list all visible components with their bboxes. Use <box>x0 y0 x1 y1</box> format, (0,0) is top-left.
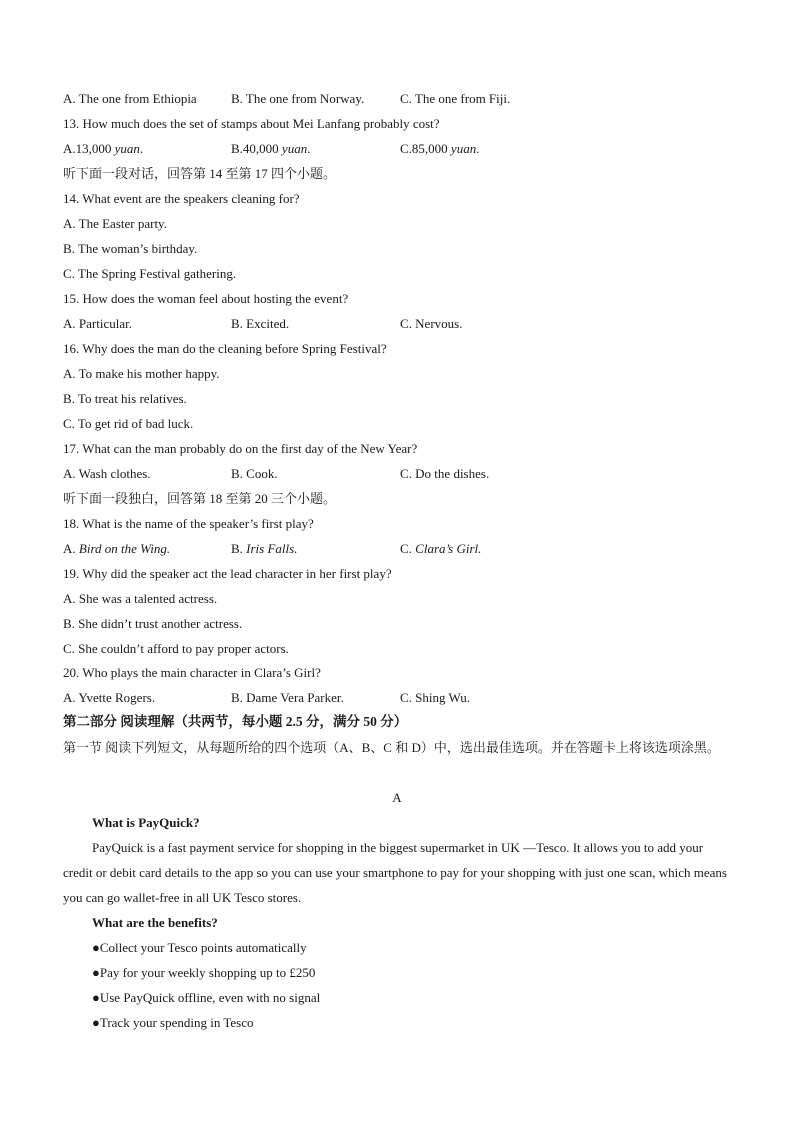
q20-question: 20. Who plays the main character in Clara’s Girl? <box>63 665 321 680</box>
q13-question: 13. How much does the set of stamps about Mei Lanfang probably cost? <box>63 116 440 131</box>
q18-option-c: C. Clara’s Girl. <box>400 541 482 556</box>
q15-question: 15. How does the woman feel about hosting the event? <box>63 291 349 306</box>
q13-option-b: B.40,000 yuan. <box>231 141 311 156</box>
q16-option-c: C. To get rid of bad luck. <box>63 416 194 431</box>
q17-option-c: C. Do the dishes. <box>400 466 490 481</box>
q12-option-b: B. The one from Norway. <box>231 91 365 106</box>
passage-heading-what-is: What is PayQuick? <box>92 815 200 830</box>
q20-option-a: A. Yvette Rogers. <box>63 690 156 705</box>
passage-heading-benefits: What are the benefits? <box>92 915 218 930</box>
q18-option-b: B. Iris Falls. <box>231 541 298 556</box>
instruction-18-20: 听下面一段独白，回答第 18 至第 20 三个小题。 <box>63 491 337 506</box>
passage-paragraph-1: PayQuick is a fast payment service for shopping in the biggest supermarket in UK —Tesco. It allows you to add your credit or debit card details to the app so you can use your smartphone to pay for your shopping with just one scan, which means you can go wallet-free in all UK Tesco stores. <box>63 840 727 905</box>
q13-option-c: C.85,000 yuan. <box>400 141 480 156</box>
q13-option-a: A.13,000 yuan. <box>63 141 144 156</box>
q12-option-a: A. The one from Ethiopia <box>63 91 197 106</box>
q16-question: 16. Why does the man do the cleaning before Spring Festival? <box>63 341 387 356</box>
benefit-item: ●Track your spending in Tesco <box>92 1015 254 1030</box>
q17-option-a: A. Wash clothes. <box>63 466 151 481</box>
q14-option-c: C. The Spring Festival gathering. <box>63 266 237 281</box>
q18-question: 18. What is the name of the speaker’s first play? <box>63 516 314 531</box>
q15-option-a: A. Particular. <box>63 316 132 331</box>
q14-question: 14. What event are the speakers cleaning for? <box>63 191 300 206</box>
instruction-14-17: 听下面一段对话，回答第 14 至第 17 四个小题。 <box>63 166 337 181</box>
q19-option-a: A. She was a talented actress. <box>63 591 218 606</box>
part2-heading: 第二部分 阅读理解（共两节，每小题 2.5 分，满分 50 分） <box>63 714 408 729</box>
q20-option-b: B. Dame Vera Parker. <box>231 690 344 705</box>
benefit-item: ●Use PayQuick offline, even with no signal <box>92 990 321 1005</box>
q19-question: 19. Why did the speaker act the lead character in her first play? <box>63 566 392 581</box>
section1-instruction: 第一节 阅读下列短文，从每题所给的四个选项（A、B、C 和 D）中，选出最佳选项。并在答题卡上将该选项涂黑。 <box>63 740 720 755</box>
q12-option-c: C. The one from Fiji. <box>400 91 511 106</box>
passage-label: A <box>392 790 402 805</box>
q16-option-b: B. To treat his relatives. <box>63 391 187 406</box>
q14-option-a: A. The Easter party. <box>63 216 167 231</box>
q14-option-b: B. The woman’s birthday. <box>63 241 198 256</box>
q19-option-c: C. She couldn’t afford to pay proper actors. <box>63 641 289 656</box>
q18-option-a: A. Bird on the Wing. <box>63 541 171 556</box>
q19-option-b: B. She didn’t trust another actress. <box>63 616 243 631</box>
benefit-item: ●Collect your Tesco points automatically <box>92 940 307 955</box>
q15-option-b: B. Excited. <box>231 316 290 331</box>
benefit-item: ●Pay for your weekly shopping up to £250 <box>92 965 316 980</box>
q17-option-b: B. Cook. <box>231 466 278 481</box>
q16-option-a: A. To make his mother happy. <box>63 366 220 381</box>
q17-question: 17. What can the man probably do on the first day of the New Year? <box>63 441 418 456</box>
q20-option-c: C. Shing Wu. <box>400 690 471 705</box>
q15-option-c: C. Nervous. <box>400 316 463 331</box>
